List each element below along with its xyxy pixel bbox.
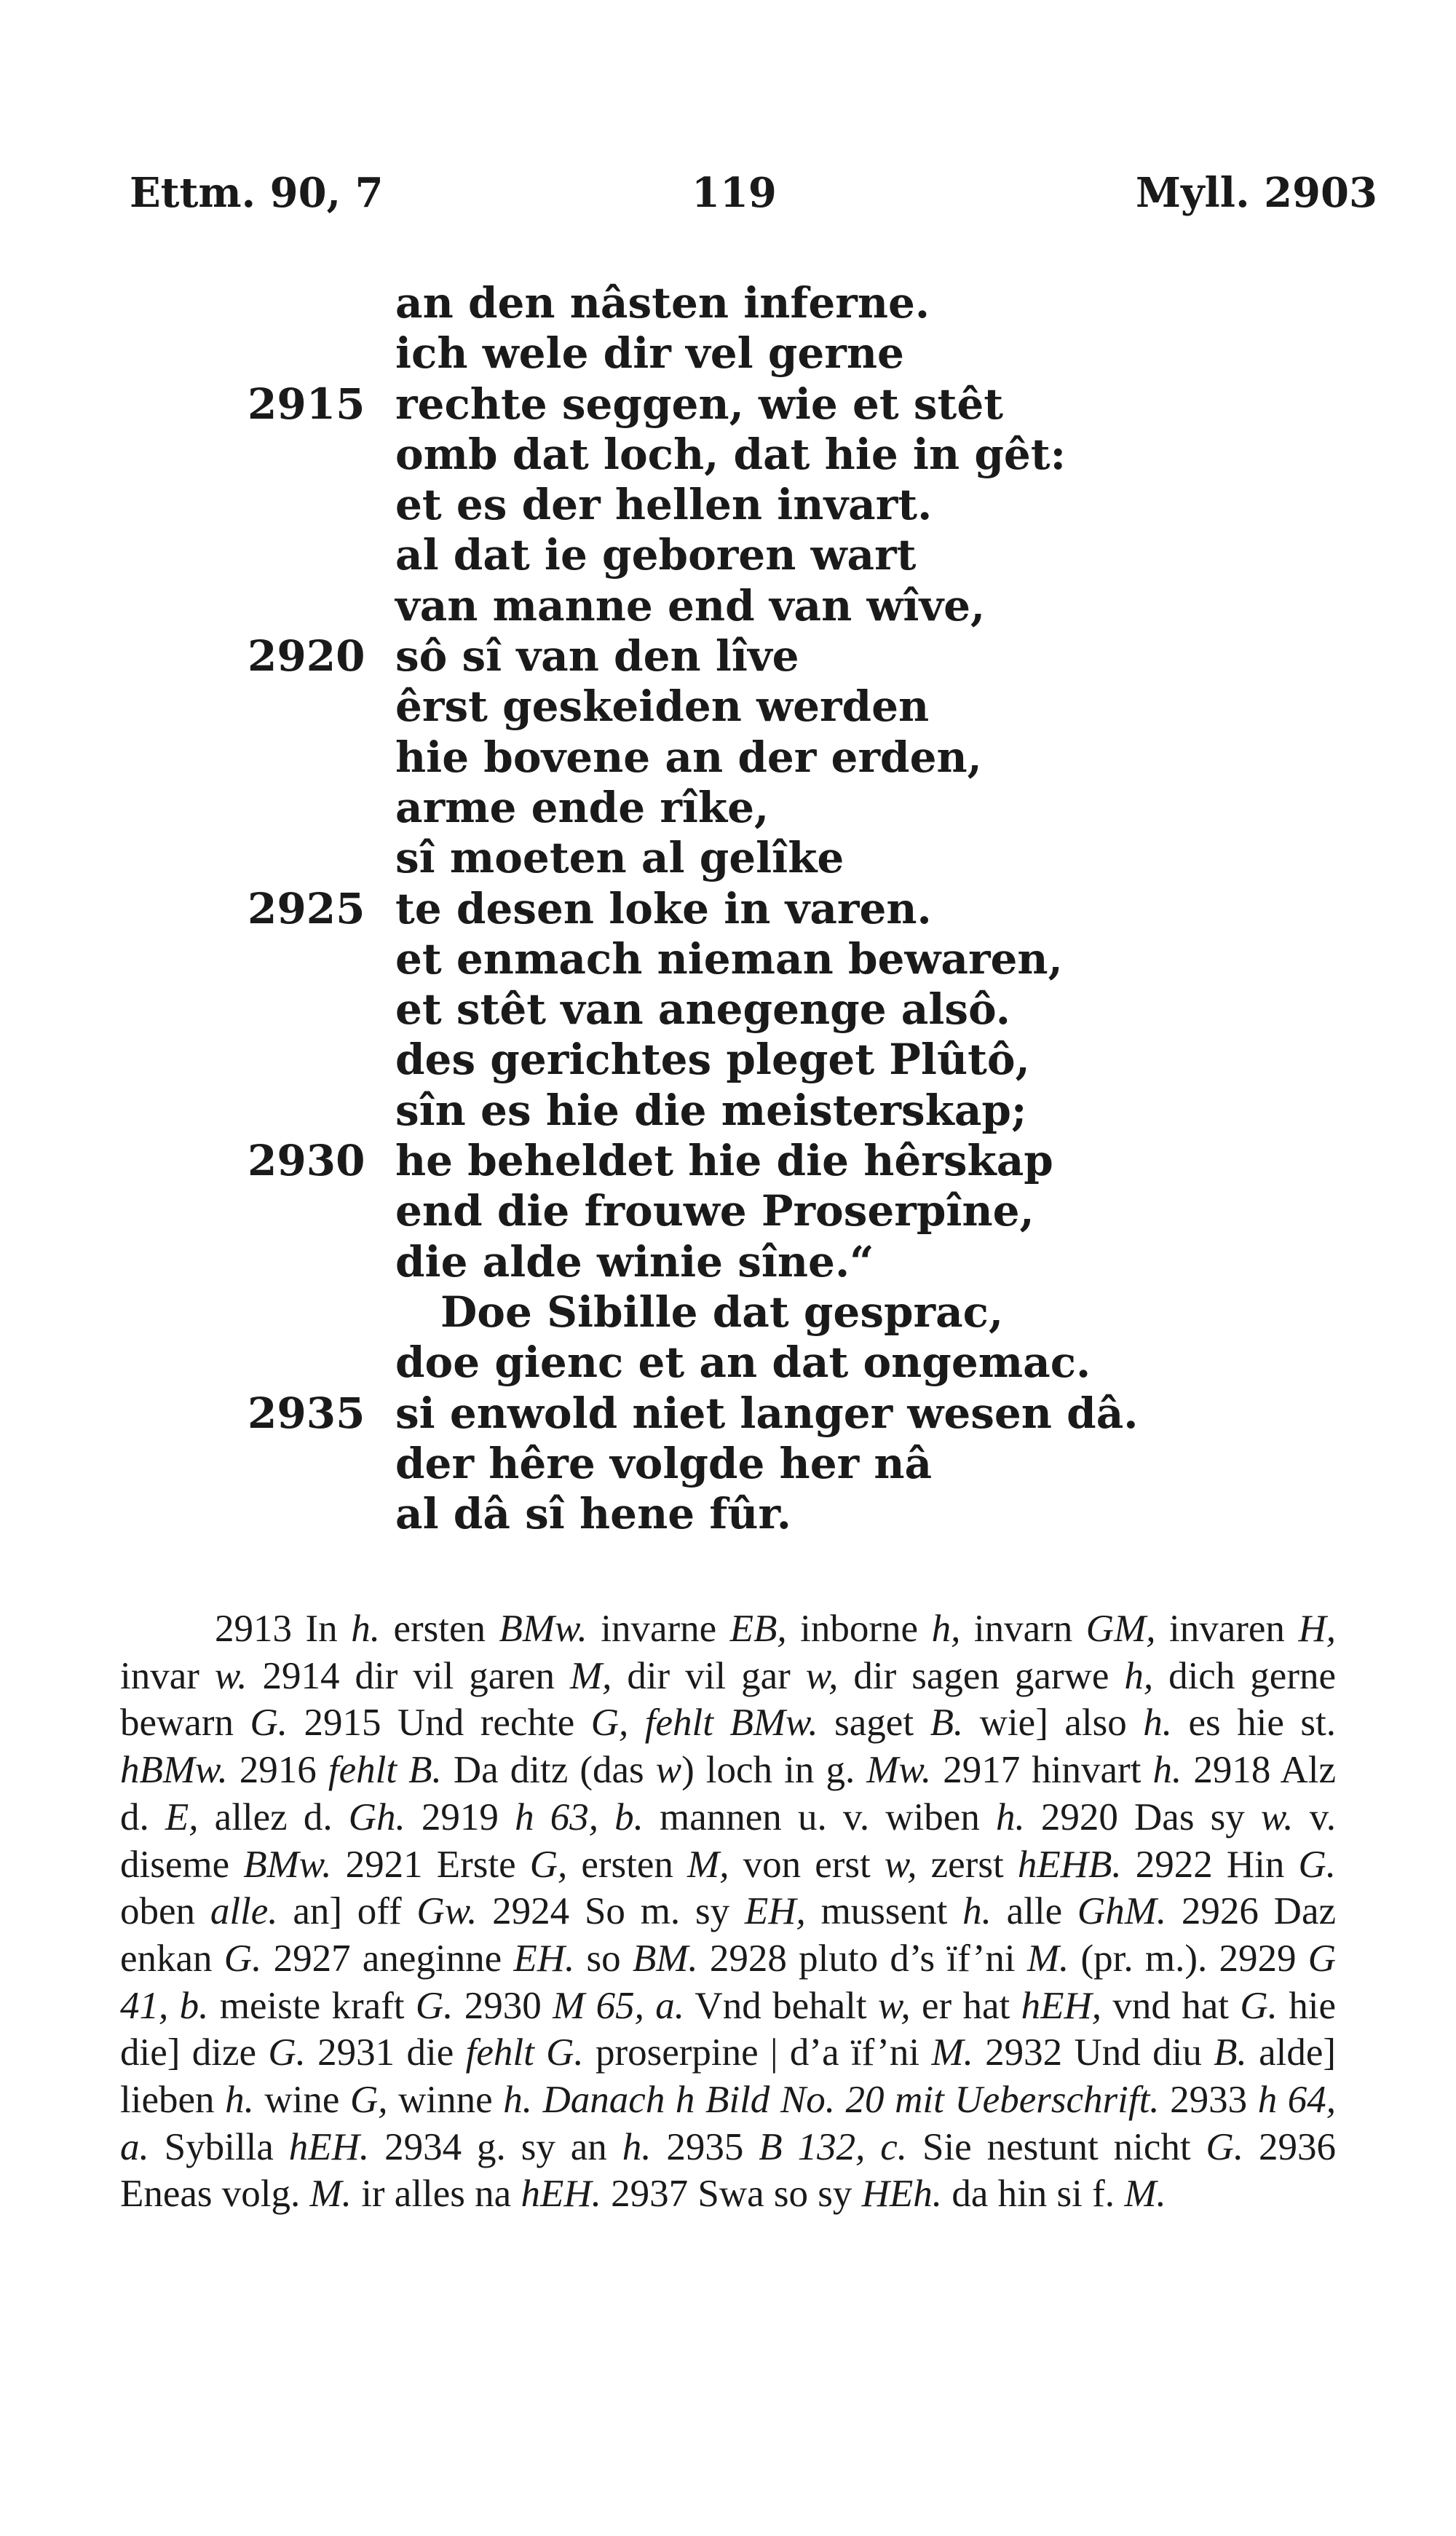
note-text: an] off [277, 1890, 417, 1933]
note-text: 2934 g. sy an [369, 2125, 622, 2168]
note-text: invarne [587, 1608, 730, 1650]
note-text: 2920 Das sy [1024, 1796, 1261, 1838]
verse-text-line: et stêt van anegenge alsô. [395, 984, 1010, 1035]
verse-line [0, 732, 1456, 783]
siglum: EH, [744, 1890, 806, 1933]
siglum: h. [225, 2079, 254, 2122]
siglum: M, [569, 1654, 612, 1697]
note-text: Sybilla [149, 2125, 289, 2168]
line-number: 2925 [248, 883, 365, 933]
note-text: inborne [786, 1608, 932, 1650]
siglum: hEH, [1021, 1984, 1102, 2027]
verse-line [0, 631, 1456, 682]
verse-line [0, 1237, 1456, 1287]
line-number: 2915 [248, 379, 365, 429]
siglum: h. [1152, 1749, 1182, 1792]
verse-text-line: van manne end van wîve, [395, 580, 986, 631]
verse-text-line: omb dat loch, dat hie in gêt: [395, 429, 1066, 479]
running-head-left: Ettm. 90, 7 [130, 169, 384, 217]
verse-text-line: sîn es hie die meisterskap; [395, 1085, 1027, 1135]
siglum: BMw. [243, 1843, 332, 1886]
verse-line [0, 833, 1456, 883]
note-text: dir sagen garwe [838, 1654, 1125, 1697]
verse-text-line: sî moeten al gelîke [395, 833, 844, 883]
siglum: h, [931, 1608, 961, 1650]
verse-line [0, 884, 1456, 934]
verse-line [0, 1389, 1456, 1439]
siglum: BMw. [499, 1608, 587, 1650]
note-text: oben [120, 1890, 210, 1933]
verse-text-line: si enwold niet langer wesen dâ. [395, 1388, 1139, 1438]
siglum: hEH. [288, 2125, 370, 2168]
line-number: 2935 [248, 1388, 365, 1438]
siglum: h. [351, 1608, 380, 1650]
note-text: 2927 aneginne [261, 1937, 514, 1980]
verse-text-line: et es der hellen invart. [395, 480, 933, 530]
note-text: saget [818, 1702, 930, 1745]
siglum: fehlt B. [328, 1749, 442, 1792]
siglum: Danach h Bild No. 20 mit Ueberschrift. [542, 2079, 1160, 2122]
note-text: hie die] dize [120, 1984, 1337, 2074]
note-text: 2924 So m. sy [477, 1890, 745, 1933]
note-text: invar [120, 1654, 215, 1697]
note-text: invarn [960, 1608, 1086, 1650]
note-text: winne [387, 2079, 504, 2122]
line-number: 2920 [248, 631, 365, 682]
verse-text-line: rechte seggen, wie et stêt [395, 379, 1004, 429]
note-text: mussent [805, 1890, 963, 1933]
siglum: HEh. [861, 2173, 943, 2216]
verse-text-line: al dâ sî hene fûr. [395, 1489, 791, 1539]
siglum: EH. [513, 1937, 575, 1980]
verse-text-line: des gerichtes pleget Plûtô, [395, 1035, 1030, 1085]
verse-line [0, 1136, 1456, 1186]
note-text: ir alles na [351, 2173, 521, 2216]
verse-line [0, 1287, 1456, 1338]
note-text: (pr. m.). 2929 [1069, 1937, 1308, 1980]
siglum: H, [1298, 1608, 1336, 1650]
siglum: hEH. [521, 2173, 601, 2216]
siglum: h. [995, 1796, 1025, 1838]
siglum: h 63, b. [515, 1796, 644, 1838]
note-text: 2913 In [215, 1608, 352, 1650]
note-text: ) loch in g. [681, 1749, 867, 1792]
note-text: Vnd behalt [684, 1984, 878, 2027]
siglum: G. [223, 1937, 262, 1980]
verse-line [0, 581, 1456, 631]
siglum: h. [1143, 1702, 1172, 1745]
siglum: B. [930, 1702, 964, 1745]
siglum: BM. [632, 1937, 698, 1980]
verse-line [0, 984, 1456, 1035]
note-text: da hin si f. [942, 2173, 1125, 2216]
verse-line [0, 379, 1456, 430]
siglum: hBMw. [120, 1749, 228, 1792]
verse-text-line: ich wele dir vel gerne [395, 328, 904, 379]
note-text: 2921 Erste [331, 1843, 530, 1886]
siglum: M, [687, 1843, 729, 1886]
siglum: G, [350, 2079, 388, 2122]
verse-text-line: end die frouwe Proserpîne, [395, 1186, 1034, 1236]
verse-line [0, 278, 1456, 328]
line-number: 2930 [248, 1136, 365, 1186]
verse-text-line: sô sî van den lîve [395, 631, 799, 682]
siglum: fehlt BMw. [644, 1702, 818, 1745]
siglum: h 64, a. [120, 2079, 1337, 2168]
note-text: meiste kraft [208, 1984, 416, 2027]
note-text: 2936 Eneas volg. [120, 2125, 1336, 2216]
siglum: B 132, c. [759, 2125, 908, 2168]
verse-text-line: doe gienc et an dat ongemac. [395, 1338, 1091, 1388]
verse-text-line: die alde winie sîne.“ [395, 1236, 874, 1287]
note-text: zerst [917, 1843, 1018, 1886]
note-text: 2919 [405, 1796, 515, 1838]
note-text: von erst [729, 1843, 885, 1886]
verse-text-line: der hêre volgde her nâ [395, 1438, 933, 1488]
note-text: 2922 Hin [1121, 1843, 1299, 1886]
siglum: w [655, 1749, 682, 1792]
note-text: 2917 hinvart [931, 1749, 1153, 1792]
note-text: er hat [910, 1984, 1021, 2027]
note-text: 2932 Und diu [973, 2031, 1214, 2074]
siglum: G. [415, 1984, 454, 2027]
verse-text-line: an den nâsten inferne. [395, 278, 930, 328]
note-text: dich gerne bewarn [120, 1654, 1336, 1745]
note-text [628, 1702, 645, 1744]
note-text: 2915 Und rechte [288, 1702, 591, 1745]
siglum: h, [1124, 1654, 1154, 1697]
note-text: mannen u. v. wiben [643, 1796, 996, 1838]
verse-line [0, 1338, 1456, 1388]
siglum: G, [590, 1702, 629, 1745]
siglum: GM, [1085, 1608, 1156, 1650]
siglum: G. [1240, 1984, 1278, 2027]
verse-text-line: et enmach nieman bewaren, [395, 933, 1063, 984]
verse-text-line: êrst geskeiden werden [395, 682, 930, 732]
note-text: dir vil gar [612, 1654, 806, 1697]
siglum: w, [805, 1654, 839, 1697]
note-text: allez d. [198, 1796, 349, 1838]
verse-line [0, 1186, 1456, 1236]
siglum: w. [1260, 1796, 1294, 1838]
running-head-right: Myll. 2903 [1136, 169, 1377, 217]
verse-line [0, 480, 1456, 530]
siglum: w, [884, 1843, 917, 1886]
note-text: 2930 [453, 1984, 553, 2027]
note-text: wine [253, 2079, 350, 2122]
verse-line [0, 783, 1456, 833]
verse-line [0, 1439, 1456, 1489]
verse-text-line: arme ende rîke, [395, 782, 769, 832]
siglum: h. [503, 2079, 532, 2122]
siglum: w, [877, 1984, 911, 2027]
siglum: G, [529, 1843, 568, 1886]
siglum: M 65, a. [553, 1984, 685, 2027]
verse-line [0, 682, 1456, 732]
note-text: 2916 [227, 1749, 328, 1792]
verse-line [0, 430, 1456, 480]
note-text: ersten [379, 1608, 499, 1650]
verse-line [0, 1489, 1456, 1539]
verse-line [0, 1035, 1456, 1085]
siglum: M. [309, 2173, 352, 2216]
siglum: G. [1298, 1843, 1336, 1886]
note-text: es hie st. [1171, 1702, 1336, 1745]
note-text: so [574, 1937, 633, 1980]
note-text: Da ditz (das [441, 1749, 656, 1792]
note-text [532, 2079, 543, 2121]
note-text: v. diseme [120, 1796, 1336, 1886]
verse-text-line: Doe Sibille dat gesprac, [440, 1287, 1004, 1337]
verse-line [0, 328, 1456, 379]
verse-text [0, 278, 1456, 1539]
verse-line [0, 530, 1456, 580]
siglum: Gw. [416, 1890, 478, 1933]
verse-text-line: te desen loke in varen. [395, 883, 932, 933]
note-text: Sie nestunt nicht [907, 2125, 1206, 2168]
note-text: 2926 Daz enkan [120, 1890, 1337, 1980]
siglum: G. [250, 1702, 288, 1745]
siglum: M. [931, 2031, 973, 2074]
note-text: vnd hat [1101, 1984, 1241, 2027]
note-text: alde] lieben [120, 2031, 1337, 2122]
siglum: h. [622, 2125, 652, 2168]
note-text: 2935 [651, 2125, 759, 2168]
siglum: GhM. [1077, 1890, 1167, 1933]
siglum: w. [214, 1654, 248, 1697]
note-text: wie] also [963, 1702, 1144, 1745]
siglum: Gh. [348, 1796, 405, 1838]
siglum: fehlt G. [465, 2031, 584, 2074]
siglum: Mw. [866, 1749, 932, 1792]
critical-apparatus [120, 1605, 1336, 2218]
page-number: 119 [692, 169, 777, 217]
siglum: G. [1206, 2125, 1244, 2168]
siglum: M. [1124, 2173, 1166, 2216]
siglum: G 41, b. [120, 1937, 1336, 2027]
siglum: EB, [729, 1608, 787, 1650]
note-text: 2914 dir vil garen [247, 1654, 570, 1697]
note-text: proserpine | d’a ïf’ni [583, 2031, 932, 2074]
note-text: invaren [1155, 1608, 1299, 1650]
verse-text-line: hie bovene an der erden, [395, 732, 982, 782]
note-text: 2937 Swa so sy [601, 2173, 862, 2216]
note-text: 2933 [1159, 2079, 1258, 2122]
verse-text-line: he beheldet hie die hêrskap [395, 1136, 1053, 1186]
verse-line [0, 1086, 1456, 1136]
note-text: 2918 Alz d. [120, 1749, 1337, 1838]
note-text: 2928 pluto d’s ïf’ni [697, 1937, 1027, 1980]
siglum: E, [165, 1796, 199, 1838]
siglum: B. [1214, 2031, 1247, 2074]
siglum: hEHB. [1017, 1843, 1122, 1886]
siglum: M. [1026, 1937, 1069, 1980]
note-text: ersten [567, 1843, 688, 1886]
siglum: alle. [210, 1890, 278, 1933]
siglum: G. [268, 2031, 306, 2074]
note-text: 2931 die [305, 2031, 466, 2074]
verse-line [0, 934, 1456, 984]
verse-text-line: al dat ie geboren wart [395, 530, 917, 580]
siglum: h. [962, 1890, 992, 1933]
note-text: alle [991, 1890, 1077, 1933]
